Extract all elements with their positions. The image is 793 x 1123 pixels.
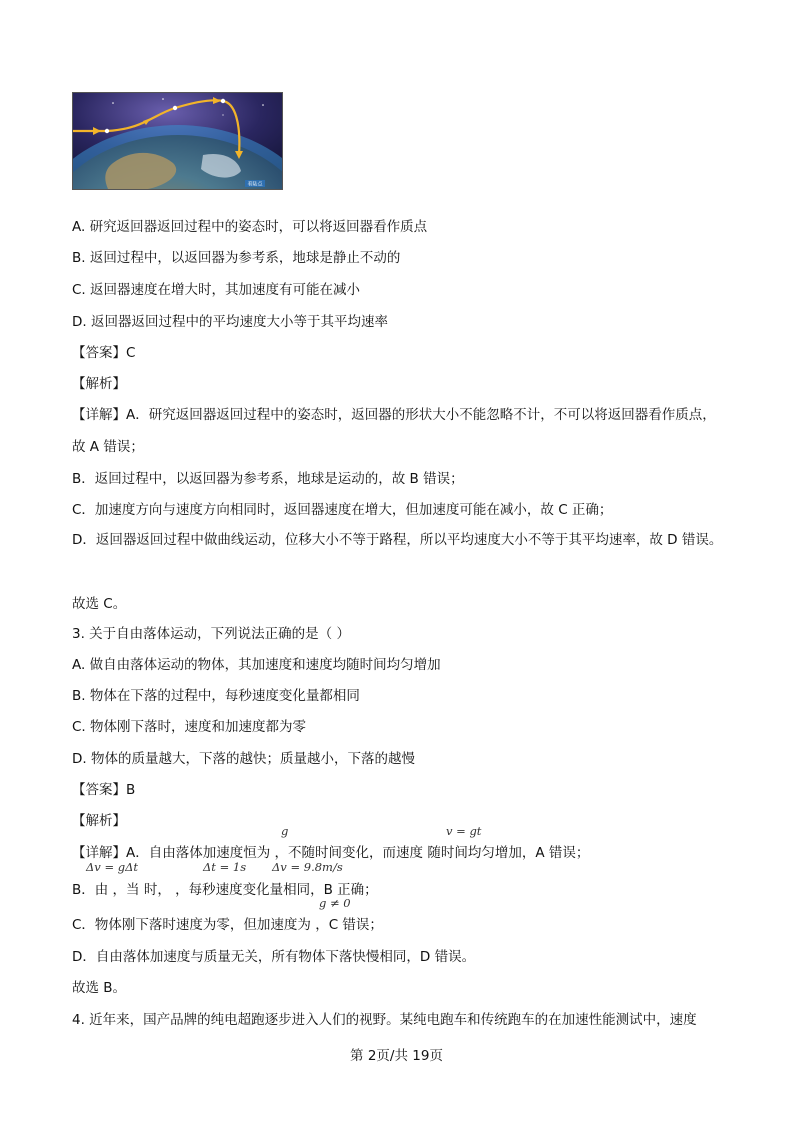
q2-option-a: A. 研究返回器返回过程中的姿态时，可以将返回器看作质点 <box>72 219 428 235</box>
q2-conclusion: 故选 C。 <box>72 596 127 612</box>
q2-option-b: B. 返回过程中，以返回器为参考系，地球是静止不动的 <box>72 250 401 266</box>
q4-stem: 4. 近年来，国产品牌的纯电超跑逐步进入人们的视野。某纯电跑车和传统跑车的在加速性能测试中，速度 <box>72 1012 697 1028</box>
q2-option-c: C. 返回器速度在增大时，其加速度有可能在减小 <box>72 282 361 298</box>
formula-v-gt: v = gt <box>446 824 482 838</box>
q2-analysis-title: 【解析】 <box>72 376 126 392</box>
q3-stem: 3. 关于自由落体运动，下列说法正确的是（ ） <box>72 626 350 642</box>
q3-option-b: B. 物体在下落的过程中，每秒速度变化量都相同 <box>72 688 360 704</box>
landing-point-label: 着陆点 <box>247 181 263 188</box>
q3-detail-d: D．自由落体加速度与质量无关，所有物体下落快慢相同，D 错误。 <box>72 949 476 965</box>
formula-g: g <box>281 824 289 838</box>
q2-answer: 【答案】C <box>72 345 136 361</box>
earth-trajectory-illustration <box>73 93 282 189</box>
page-number-footer: 第 2页/共 19页 <box>350 1048 443 1064</box>
q3-option-d: D. 物体的质量越大，下落的越快；质量越小，下落的越慢 <box>72 751 415 767</box>
formula-dv-gdt: Δv = gΔt <box>86 860 139 874</box>
q3-detail-c: C．物体刚下落时速度为零，但加速度为 ，C 错误； <box>72 917 383 933</box>
formula-g-ne-0: g ≠ 0 <box>319 896 351 910</box>
q3-option-a: A. 做自由落体运动的物体，其加速度和速度均随时间均匀增加 <box>72 657 441 673</box>
q3-option-c: C. 物体刚下落时，速度和加速度都为零 <box>72 719 307 735</box>
q2-detail-b: B．返回过程中，以返回器为参考系，地球是运动的，故 B 错误； <box>72 471 464 487</box>
q2-detail-a: 【详解】A．研究返回器返回过程中的姿态时，返回器的形状大小不能忽略不计，不可以将返回器看作质点，故 A 错误； <box>72 407 716 455</box>
formula-dt-1s: Δt = 1s <box>203 860 247 874</box>
q3-detail-b: B．由 ，当 时， ，每秒速度变化量相同，B 正确； <box>72 882 378 898</box>
return-trajectory-figure <box>72 92 283 190</box>
q3-conclusion: 故选 B。 <box>72 980 127 996</box>
formula-dv-9-8: Δv = 9.8m/s <box>272 860 343 874</box>
q3-answer: 【答案】B <box>72 782 136 798</box>
q2-option-d: D. 返回器返回过程中的平均速度大小等于其平均速率 <box>72 314 388 330</box>
q2-detail-c: C．加速度方向与速度方向相同时，返回器速度在增大，但加速度可能在减小，故 C 正确； <box>72 502 613 518</box>
q3-detail-a: 【详解】A．自由落体加速度恒为 ，不随时间变化，而速度 随时间均匀增加，A 错误； <box>72 845 590 861</box>
q2-detail-d: D．返回器返回过程中做曲线运动，位移大小不等于路程，所以平均速度大小不等于其平均速率，故 D 错误。 <box>72 532 723 548</box>
q3-analysis-title: 【解析】 <box>72 813 126 829</box>
